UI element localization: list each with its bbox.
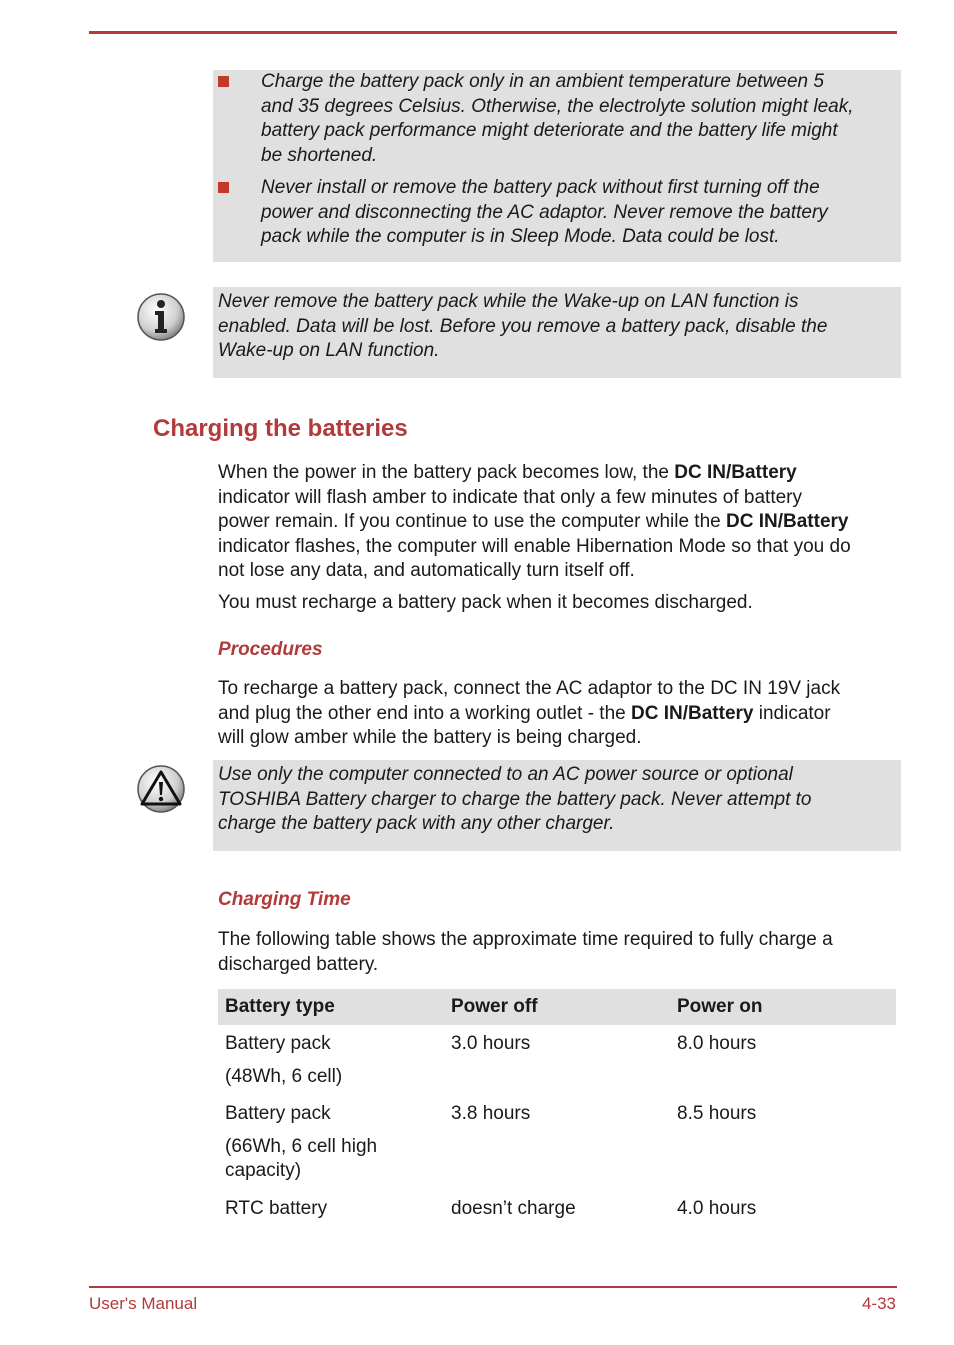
caution-item [261,176,901,250]
table-cell: RTC battery [225,1198,328,1219]
column-header: Power on [670,989,896,1025]
caution-line: pack while the computer is in Sleep Mode. Data could be lost. [261,226,780,247]
table-cell: 3.0 hours [451,1033,531,1054]
table-cell: 8.0 hours [677,1033,757,1054]
table-cell: Battery pack (48Wh, 6 cell) [225,1033,343,1087]
procedures-heading: Procedures [218,639,323,660]
warning-box [213,760,901,851]
charging-time-heading: Charging Time [218,889,351,910]
recharge-paragraph: You must recharge a battery pack when it becomes discharged. [218,592,753,613]
footer-title: User's Manual [89,1294,198,1313]
header-rule [89,31,897,34]
table-cell: 4.0 hours [677,1198,757,1219]
column-header: Power off [444,989,670,1025]
bold-term: DC IN/Battery [726,511,849,532]
caution-box [213,70,901,262]
note-line: Wake-up on LAN function. [218,340,440,361]
square-bullet-icon [218,76,229,87]
note-line: enabled. Data will be lost. Before you remove a battery pack, disable the [218,315,828,337]
intro-paragraph: When the power in the battery pack becomes low, the DC IN/Battery indicator will flash amber to indicate that only a few minutes of battery power remain. If you continue to use the computer while the DC IN/Battery indicator flashes, the computer will enable Hibernation Mode so that you do not lose any data, and automatically turn itself off. [218,462,851,581]
bold-term: DC IN/Battery [674,462,797,483]
caution-line: be shortened. [261,144,378,166]
column-header: Battery type [218,989,444,1025]
table-header-row [218,989,896,1025]
info-icon [136,292,186,342]
section-heading: Charging the batteries [153,415,408,442]
caution-line: battery pack performance might deteriorate and the battery life might [261,120,838,141]
caution-line: Charge the battery pack only in an ambient temperature between 5 [261,71,824,92]
caution-line: and 35 degrees Celsius. Otherwise, the electrolyte solution might leak, [261,95,854,117]
page-number: 4-33 [861,1294,896,1313]
bold-term: DC IN/Battery [631,702,754,724]
table-cell: Battery pack (66Wh, 6 cell high capacity) [225,1103,378,1181]
table-cell: doesn’t charge [451,1198,576,1219]
charging-time-table [218,989,896,1222]
warning-line: Use only the computer connected to an AC power source or optional [218,764,793,785]
table-cell: 8.5 hours [677,1103,757,1124]
warning-line: charge the battery pack with any other charger. [218,813,615,834]
caution-line: Never install or remove the battery pack without first turning off the [261,177,820,198]
caution-line: power and disconnecting the AC adaptor. Never remove the battery [261,201,828,223]
table-row [218,1025,896,1095]
table-row [218,1095,896,1190]
table-cell: 3.8 hours [451,1103,531,1124]
note-box [213,287,901,378]
square-bullet-icon [218,182,229,193]
caution-item [261,70,901,168]
warning-icon [136,764,186,814]
charging-time-paragraph: The following table shows the approximate time required to fully charge a discharged battery. [218,929,833,975]
footer-rule [89,1286,897,1288]
procedures-paragraph: To recharge a battery pack, connect the AC adaptor to the DC IN 19V jack and plug the other end into a working outlet - the DC IN/Battery indicator will glow amber while the battery is being charged. [218,678,841,748]
table-row [218,1190,896,1222]
note-line: Never remove the battery pack while the Wake-up on LAN function is [218,291,799,312]
warning-line: TOSHIBA Battery charger to charge the battery pack. Never attempt to [218,788,812,810]
